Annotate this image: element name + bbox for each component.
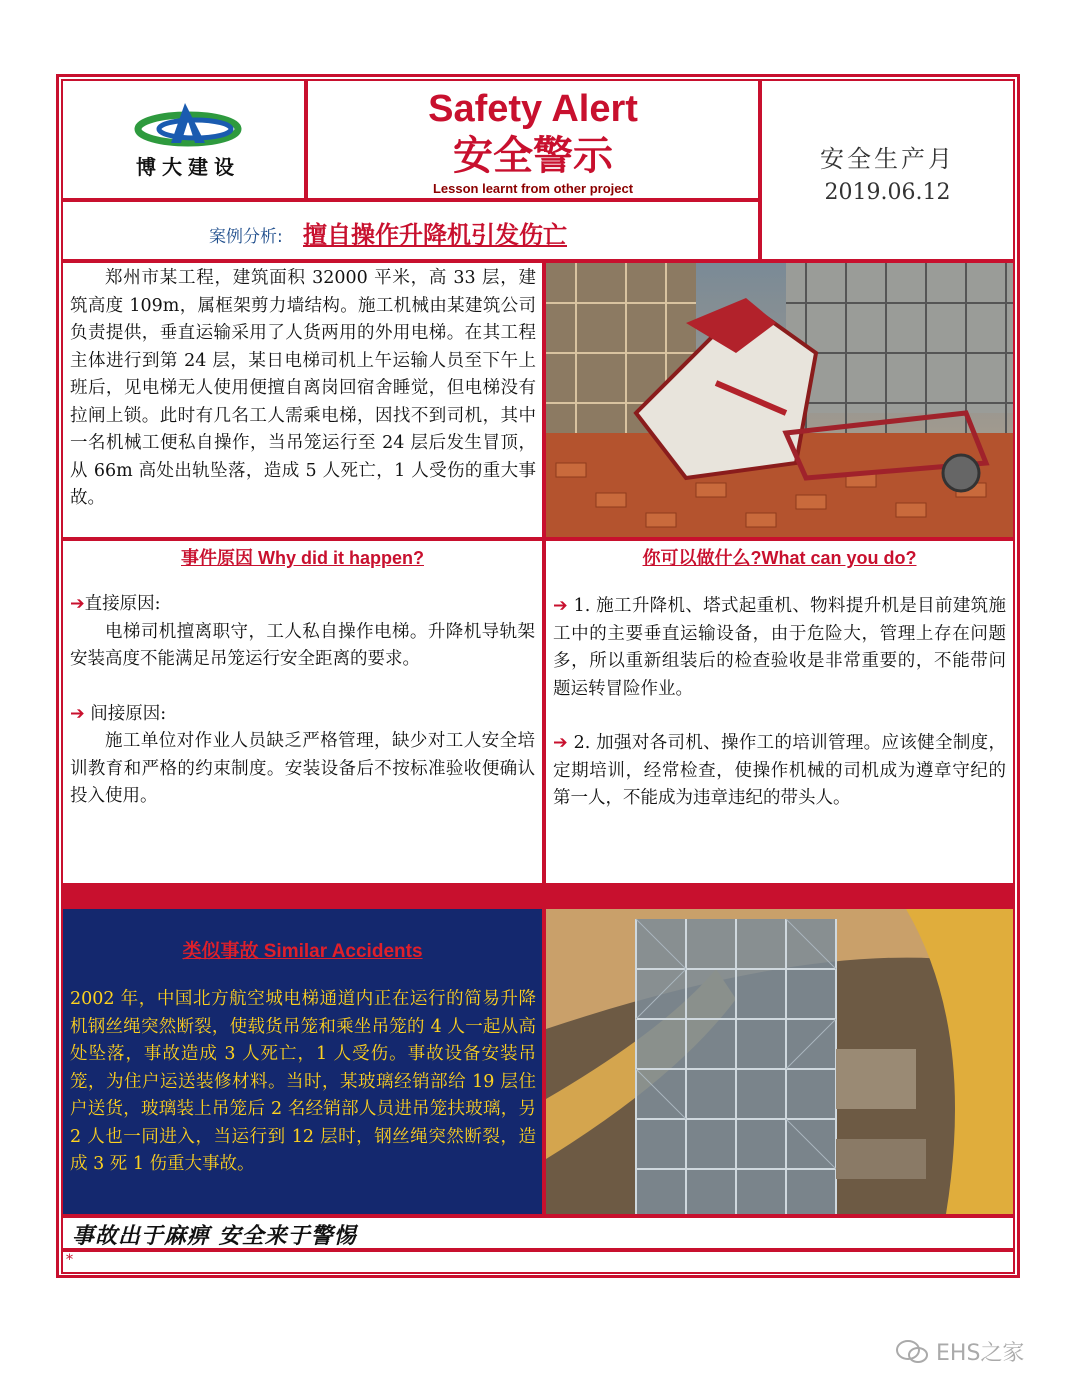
what-item-1	[553, 593, 1006, 703]
watermark-text: EHS之家	[936, 1341, 1025, 1366]
arrow-right-icon: ➔	[70, 594, 85, 614]
direct-cause-heading	[70, 591, 535, 619]
similar-text: 2002 年，中国北方航空城电梯通道内正在运行的简易升降机钢丝绳突然断裂，使载货吊笼和乘坐吊笼的 4 人一起从高处坠落，事故造成 3 人死亡，1 人受伤。事故设备安装吊笼，为住户运送装修材料。当时，某玻璃经销部给 19 层住户送货，玻璃装上吊笼后 2 名经销部人员进吊笼扶玻璃，另 2 人也一同进入，当运行到 12 层时，钢丝绳突然断裂，造成 3 死 1 伤重大事故。	[70, 989, 536, 1174]
logo-text: 博大建设	[136, 155, 240, 179]
indirect-cause-label: 间接原因:	[90, 703, 167, 724]
what-item-1-text: 1. 施工升降机、塔式起重机、物料提升机是目前建筑施工中的主要垂直运输设备，由于危险大，管理上存在问题多，所以重新组装后的检查验收是非常重要的，不能带问题运转冒险作业。	[553, 596, 1006, 699]
what-item-2-text: 2. 加强对各司机、操作工的培训管理。应该健全制度，定期培训，经常检查，使操作机械的司机成为遵章守纪的第一人，不能成为违章违纪的带头人。	[553, 733, 1006, 808]
accident-photo	[544, 261, 1015, 539]
what-content	[553, 593, 1006, 813]
company-logo-icon	[133, 95, 253, 155]
intro-cell	[61, 261, 544, 539]
what-item-2	[553, 730, 1006, 813]
arrow-right-icon: ➔	[70, 703, 85, 724]
what-title: 你可以做什么?What can you do?	[642, 548, 917, 568]
case-cell	[61, 200, 760, 261]
arrow-right-icon: ➔	[553, 733, 568, 753]
direct-cause-label: 直接原因:	[84, 594, 161, 614]
elevator-shaft-image	[546, 909, 1013, 1214]
title-subtitle: Lesson learnt from other project	[432, 181, 634, 196]
safety-slogan: 事故出于麻痹 安全来于警惕	[72, 1223, 357, 1249]
case-title: 擅自操作升降机引发伤亡	[303, 221, 567, 249]
collapsed-elevator-image	[546, 263, 1015, 539]
logo-cell	[61, 79, 306, 200]
title-cell	[306, 79, 760, 200]
direct-cause-text: 电梯司机擅离职守，工人私自操作电梯。升降机导轨架安装高度不能满足吊笼运行安全距离的要求。	[70, 621, 535, 669]
section-divider	[61, 885, 1015, 907]
footer-cell	[61, 1250, 1015, 1274]
date-text: 2019.06.12	[824, 180, 951, 205]
case-label: 案例分析:	[209, 227, 283, 247]
similar-title: 类似事故 Similar Accidents	[182, 941, 423, 962]
date-cell	[760, 79, 1015, 261]
slogan-cell	[61, 1216, 1015, 1250]
why-content	[70, 591, 535, 811]
elevator-shaft-photo	[544, 907, 1015, 1216]
similar-cell	[61, 907, 544, 1216]
why-title: 事件原因 Why did it happen?	[181, 548, 424, 568]
indirect-cause-text: 施工单位对作业人员缺乏严格管理，缺少对工人安全培训教育和严格的约束制度。安装设备后不按标准验收便确认投入使用。	[70, 731, 535, 806]
why-cell	[61, 539, 544, 885]
wechat-icon	[895, 1339, 929, 1365]
indirect-cause-heading	[70, 701, 535, 729]
footer-mark: *	[66, 1252, 73, 1268]
month-label: 安全生产月	[820, 145, 955, 173]
arrow-right-icon: ➔	[553, 596, 568, 616]
watermark	[895, 1336, 1024, 1367]
title-cn: 安全警示	[453, 133, 613, 179]
title-en: Safety Alert	[428, 88, 638, 130]
what-cell	[544, 539, 1015, 885]
intro-text: 郑州市某工程，建筑面积 32000 平米，高 33 层，建筑高度 109m，属框架剪力墙结构。施工机械由某建筑公司负责提供，垂直运输采用了人货两用的外用电梯。在其工程主体进行到第 24 层，某日电梯司机上午运输人员至下午上班后，见电梯无人使用便擅自离岗回宿舍睡觉，但电梯没有拉闸上锁。此时有几名工人需乘电梯，因找不到司机，其中一名机械工便私自操作，当吊笼运行至 24 层后发生冒顶，从 66m 高处出轨坠落，造成 5 人死亡，1 人受伤的重大事故。	[70, 268, 536, 508]
